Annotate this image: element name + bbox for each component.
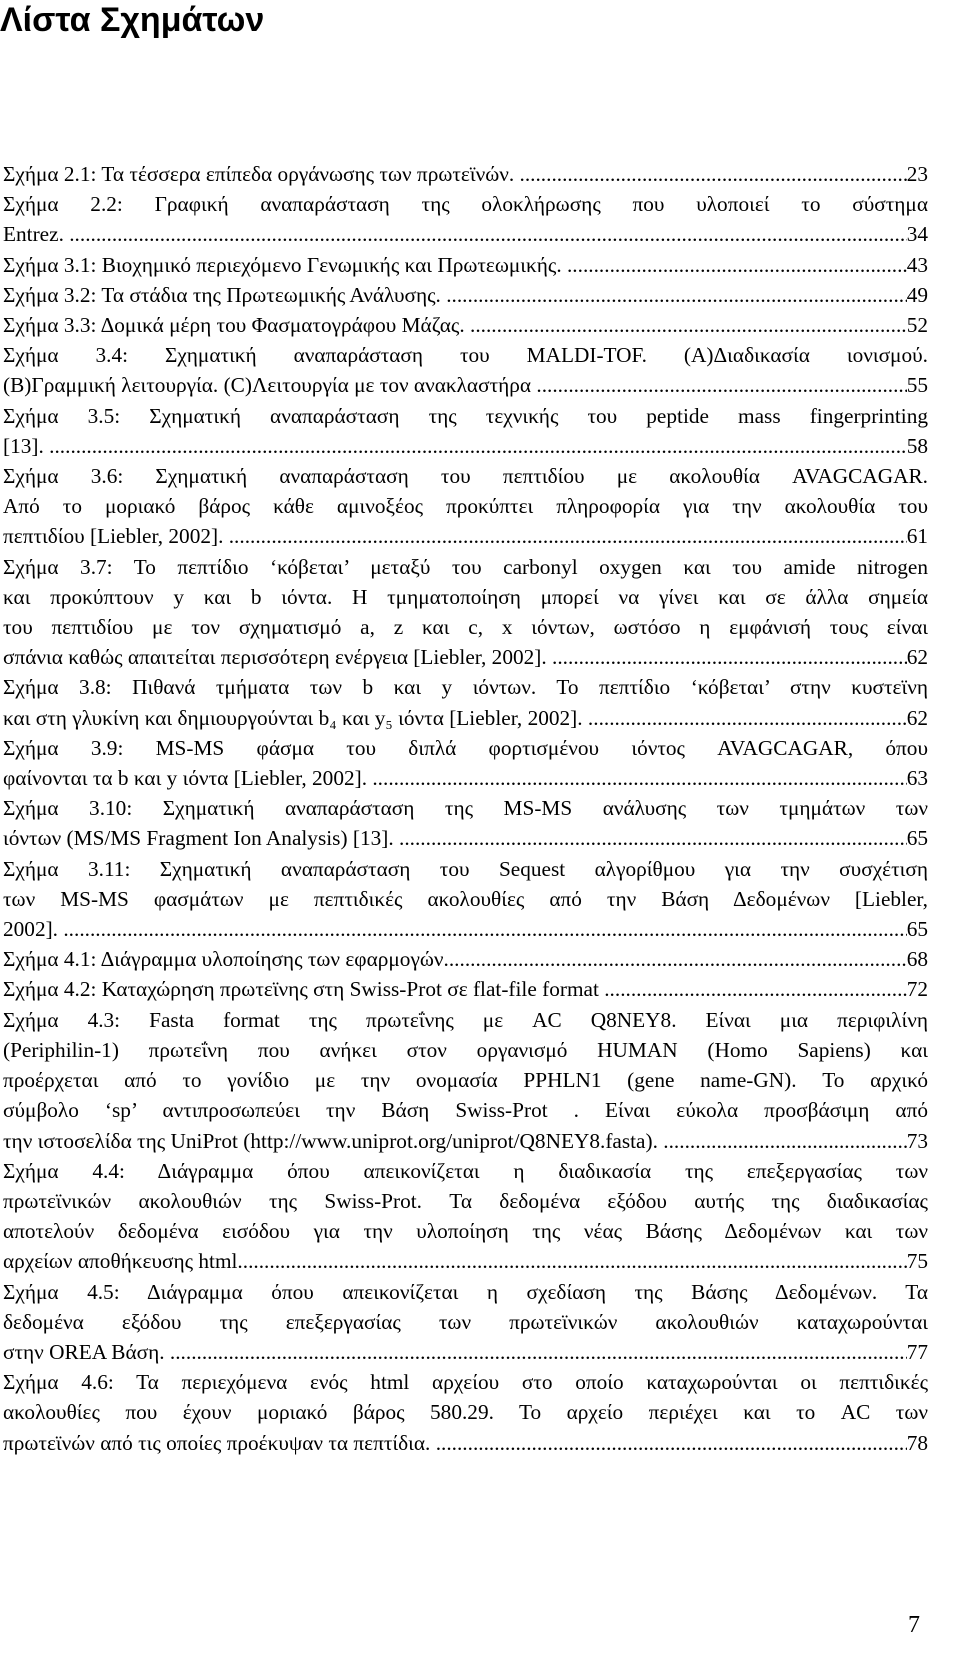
dot-leader [170, 1337, 907, 1367]
toc-entry[interactable] [3, 733, 928, 793]
toc-entry-page: 78 [906, 1430, 928, 1455]
toc-entry[interactable] [3, 974, 928, 1004]
toc-entry-last-line [3, 1126, 928, 1156]
toc-entry[interactable] [3, 1005, 928, 1156]
toc-entry-last-line [3, 431, 928, 461]
dot-leader [552, 642, 907, 672]
dot-leader [567, 250, 907, 280]
toc-entry-text: Από το μοριακό βάρος κάθε αμινοξέος προκύπτει πληροφορία για την ακολουθία του [3, 494, 928, 519]
toc-entry-text: πρωτεϊνών από τις οποίες προέκυψαν τα πεπτίδια. [3, 1430, 436, 1455]
toc-entry[interactable] [3, 189, 928, 249]
toc-entry-last-line [3, 521, 928, 551]
toc-entry[interactable] [3, 552, 928, 673]
toc-entry[interactable] [3, 401, 928, 461]
toc-entry-text: Σχήμα 3.1: Βιοχημικό περιεχόμενο Γενωμικής και Πρωτεωμικής. [3, 252, 567, 277]
toc-entry-text: (B)Γραμμική λειτουργία. (C)Λειτουργία με τον ανακλαστήρα [3, 373, 537, 398]
toc-entry-last-line [3, 370, 928, 400]
toc-entry-page: 52 [906, 313, 928, 338]
toc-entry-text: Σχήμα 3.6: Σχηματική αναπαράσταση του πεπτιδίου με ακολουθία AVAGCAGAR. [3, 464, 928, 489]
toc-entry[interactable] [3, 310, 928, 340]
dot-leader [69, 219, 906, 249]
toc-entry-page: 65 [906, 917, 928, 942]
toc-entry[interactable] [3, 159, 928, 189]
toc-entry-last-line [3, 944, 928, 974]
toc-entry-text: Σχήμα 3.10: Σχηματική αναπαράσταση της MS-MS ανάλυσης των τμημάτων των [3, 796, 928, 821]
toc-entry-text: 2002]. [3, 917, 64, 942]
dot-leader [663, 1126, 906, 1156]
toc-entry-page: 43 [906, 252, 928, 277]
toc-entry-page: 23 [906, 162, 928, 186]
toc-entry-text: (Periphilin-1) πρωτεΐνη που ανήκει στον οργανισμό HUMAN (Homo Sapiens) και [3, 1037, 928, 1062]
toc-entry[interactable] [3, 461, 928, 552]
toc-entry-text: Σχήμα 3.8: Πιθανά τμήματα των b και y ιόντων. Το πεπτίδιο ‘κόβεται’ στην κυστεϊνη [3, 675, 928, 700]
toc-entry-page: 55 [906, 373, 928, 398]
toc-entry-page: 73 [906, 1128, 928, 1153]
toc-entry-last-line [3, 703, 928, 733]
toc-entry-page: 58 [906, 433, 928, 458]
toc-entry-text: φαίνονται τα b και y ιόντα [Liebler, 2002]. [3, 766, 373, 791]
toc-entry-text: Σχήμα 4.2: Καταχώρηση πρωτεϊνης στη Swiss-Prot σε flat-file format [3, 977, 605, 1002]
toc-entry[interactable] [3, 280, 928, 310]
toc-entry-page: 34 [906, 222, 928, 247]
toc-entry-last-line [3, 219, 928, 249]
toc-entry-last-line [3, 823, 928, 853]
toc-entry-text: ακολουθίες που έχουν μοριακό βάρος 580.29. Το αρχείο περιέχει και το AC των [3, 1400, 928, 1425]
toc-entry-text: Σχήμα 2.2: Γραφική αναπαράσταση της ολοκλήρωσης που υλοποιεί το σύστημα [3, 192, 928, 217]
dot-leader [229, 521, 907, 551]
toc-entry-text: σύμβολο ‘sp’ αντιπροσωπεύει την Βάση Swiss-Prot . Είναι εύκολα προσβάσιμη από [3, 1098, 928, 1123]
toc-entry-text: και προκύπτουν y και b ιόντα. Η τμηματοποίηση μπορεί να γίνει και σε άλλα σημεία [3, 584, 928, 609]
toc-entry[interactable] [3, 340, 928, 400]
toc-entry-text: πρωτεϊνικών ακολουθιών της Swiss-Prot. Τα δεδομένα εξόδου αυτής της διαδικασίας [3, 1188, 928, 1213]
toc-entry-text: σπάνια καθώς απαιτείται περισσότερη ενέργεια [Liebler, 2002]. [3, 645, 553, 670]
toc-entry-text: και στη γλυκίνη και δημιουργούνται b₄ και y₅ ιόντα [Liebler, 2002]. [3, 705, 588, 730]
toc-entry-page: 72 [906, 977, 928, 1002]
dot-leader [520, 159, 907, 189]
toc-entry-text: Σχήμα 3.9: MS-MS φάσμα του διπλά φορτισμένου ιόντος AVAGCAGAR, όπου [3, 735, 928, 760]
page-title: Λίστα Σχημάτων [0, 1, 265, 39]
toc-entry[interactable] [3, 250, 928, 280]
toc-entry-text: δεδομένα εξόδου της επεξεργασίας των πρωτεϊνικών ακολουθιών καταχωρούνται [3, 1309, 928, 1334]
toc-entry-last-line [3, 974, 928, 1004]
dot-leader [372, 763, 906, 793]
toc-entry-last-line [3, 1337, 928, 1367]
toc-entry-last-line [3, 310, 928, 340]
toc-entry-text: ιόντων (MS/MS Fragment Ion Analysis) [13]. [3, 826, 399, 851]
toc-entry-text: αποτελούν δεδομένα εισόδου για την υλοποίηση της νέας Βάσης Δεδομένων και των [3, 1219, 928, 1244]
toc-entry-page: 63 [906, 766, 928, 791]
toc-entry-last-line [3, 914, 928, 944]
toc-entry-page: 49 [906, 282, 928, 307]
toc-entry-text: Σχήμα 3.2: Τα στάδια της Πρωτεωμικής Ανάλυσης. [3, 282, 447, 307]
dot-leader [588, 703, 907, 733]
toc-entry-text: Σχήμα 4.4: Διάγραμμα όπου απεικονίζεται η διαδικασία της επεξεργασίας των [3, 1158, 928, 1183]
toc-entry-text: Σχήμα 3.7: Το πεπτίδιο ‘κόβεται’ μεταξύ του carbonyl oxygen και του amide nitrogen [3, 554, 928, 579]
toc-entry-text: Σχήμα 3.3: Δομικά μέρη του Φασματογράφου Μάζας. [3, 313, 470, 338]
toc-entry-page: 62 [906, 705, 928, 730]
dot-leader [604, 974, 906, 1004]
toc-entry-text: Σχήμα 4.5: Διάγραμμα όπου απεικονίζεται η σχεδίαση της Βάσης Δεδομένων. Τα [3, 1279, 928, 1304]
page-number: 7 [908, 1612, 920, 1638]
toc-entry-page: 75 [906, 1249, 928, 1274]
dot-leader [237, 1246, 906, 1276]
toc-entry-text: Σχήμα 2.1: Τα τέσσερα επίπεδα οργάνωσης των πρωτεϊνών. [3, 162, 520, 186]
toc-entry-text: πεπτιδίου [Liebler, 2002]. [3, 524, 229, 549]
dot-leader [444, 944, 907, 974]
toc-entry-text: προέρχεται από το γονίδιο με την ονομασία PPHLN1 (gene name-GN). Το αρχικό [3, 1068, 928, 1093]
toc-entry-text: την ιστοσελίδα της UniProt (http://www.uniprot.org/uniprot/Q8NEY8.fasta). [3, 1128, 664, 1153]
toc-entry-last-line [3, 250, 928, 280]
toc-entry[interactable] [3, 854, 928, 945]
toc-entry[interactable] [3, 1367, 928, 1458]
toc-entry-text: [13]. [3, 433, 50, 458]
toc-entry-text: στην OREA Βάση. [3, 1339, 170, 1364]
dot-leader [446, 280, 907, 310]
toc-entry[interactable] [3, 1277, 928, 1368]
toc-entry-text: Entrez. [3, 222, 70, 247]
toc-entry-last-line [3, 159, 928, 189]
toc-entry-text: αρχείων αποθήκευσης html [3, 1249, 238, 1274]
toc-entry-last-line [3, 1246, 928, 1276]
toc-entry-page: 61 [906, 524, 928, 549]
toc-entry-text: Σχήμα 4.1: Διάγραμμα υλοποίησης των εφαρμογών [3, 947, 444, 972]
dot-leader [399, 823, 907, 853]
dot-leader [436, 1428, 907, 1458]
toc-entry-page: 68 [906, 947, 928, 972]
toc-entry-last-line [3, 642, 928, 672]
toc-entry-text: Σχήμα 3.4: Σχηματική αναπαράσταση του MALDI-TOF. (A)Διαδικασία ιονισμού. [3, 343, 928, 368]
toc-entry-page: 65 [906, 826, 928, 851]
toc-entry-page: 77 [906, 1339, 928, 1364]
toc-entry-last-line [3, 1428, 928, 1458]
toc-entry-page: 62 [906, 645, 928, 670]
toc-entry-last-line [3, 763, 928, 793]
figure-list [3, 159, 928, 1458]
toc-entry-text: Σχήμα 3.11: Σχηματική αναπαράσταση του Sequest αλγορίθμου για την συσχέτιση [3, 856, 928, 881]
toc-entry-text: Σχήμα 3.5: Σχηματική αναπαράσταση της τεχνικής του peptide mass fingerprinting [3, 403, 928, 428]
dot-leader [536, 370, 906, 400]
dot-leader [63, 914, 906, 944]
toc-entry[interactable] [3, 944, 928, 974]
toc-entry-text: του πεπτιδίου με τον σχηματισμό a, z και c, x ιόντων, ωστόσο η εμφάνισή τους είναι [3, 615, 928, 640]
toc-entry-text: Σχήμα 4.3: Fasta format της πρωτεΐνης με AC Q8NEY8. Είναι μια περιφιλίνη [3, 1007, 928, 1032]
toc-entry[interactable] [3, 1156, 928, 1277]
toc-entry-text: Σχήμα 4.6: Τα περιεχόμενα ενός html αρχείου στο οποίο καταχωρούνται οι πεπτιδικές [3, 1370, 928, 1395]
toc-entry[interactable] [3, 672, 928, 732]
toc-entry-text: των MS-MS φασμάτων με πεπτιδικές ακολουθίες από την Βάση Δεδομένων [Liebler, [3, 886, 928, 911]
toc-entry[interactable] [3, 793, 928, 853]
toc-entry-last-line [3, 280, 928, 310]
dot-leader [49, 431, 907, 461]
dot-leader [470, 310, 907, 340]
